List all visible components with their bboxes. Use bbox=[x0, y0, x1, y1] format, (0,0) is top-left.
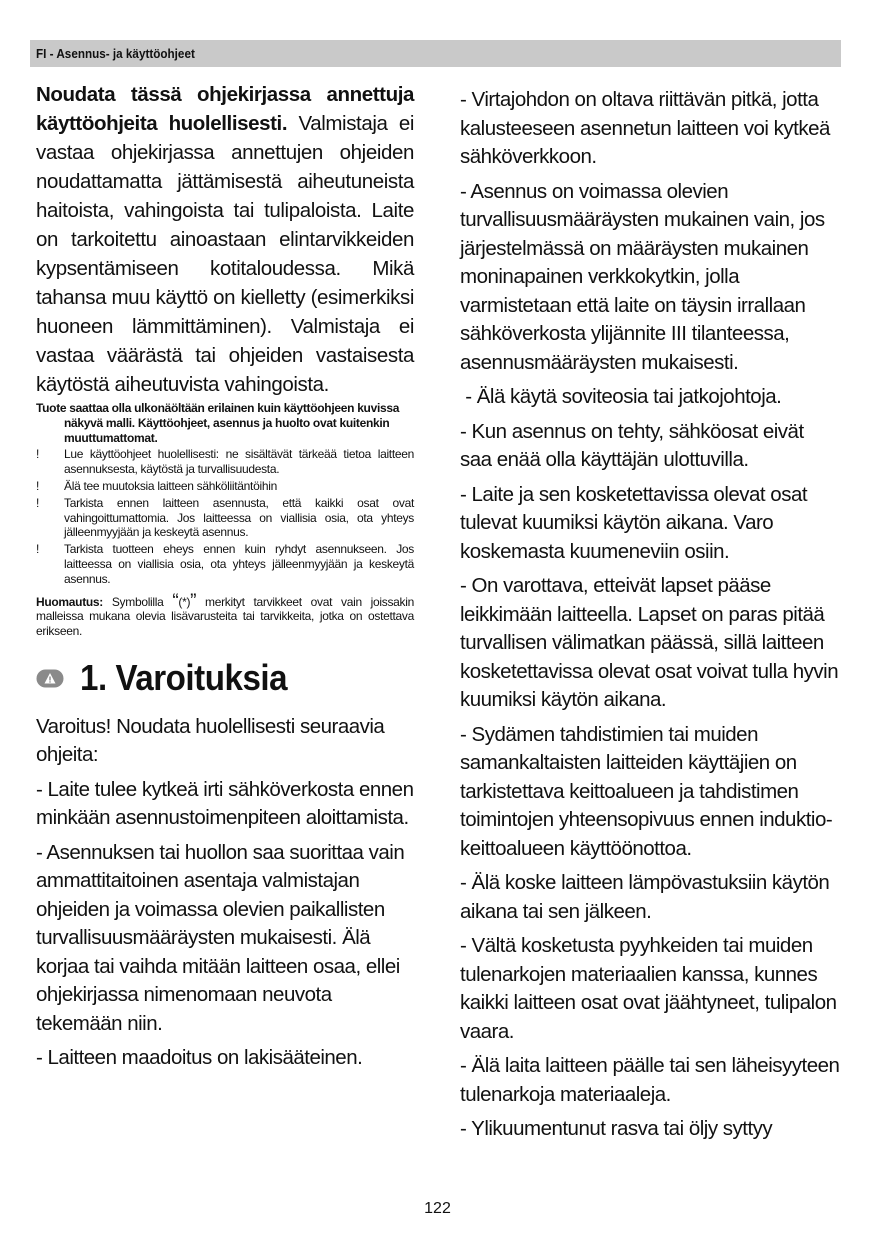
intro-paragraph bbox=[36, 80, 414, 399]
exclamation-mark: ! bbox=[36, 542, 40, 557]
bullet-item bbox=[36, 496, 414, 540]
left-paragraph: - Asennuksen tai huollon saa suorittaa vain ammattitaitoinen asentaja valmistajan ohjeiden ja voimassa olevien paikallisten turvallisuusmääräysten mukaisesti. Älä korjaa tai vaihda mitään laitteen osaa, ellei ohjekirjassa nimenomaan neuvota tekemään niin. bbox=[36, 840, 405, 1035]
exclamation-mark: ! bbox=[36, 478, 40, 493]
right-paragraph: - Älä käytä soviteosia tai jatkojohtoja. bbox=[460, 385, 782, 408]
bullet-item bbox=[36, 447, 414, 477]
right-column bbox=[460, 86, 840, 1150]
right-paragraph: - Ylikuumentunut rasva tai öljy syttyy bbox=[460, 1117, 773, 1140]
intro-bold: Noudata tässä ohjekirjassa annettuja käyttöohjeita huolellisesti. bbox=[36, 83, 414, 135]
exclamation-mark: ! bbox=[36, 447, 40, 462]
bullet-text: Älä tee muutoksia laitteen sähköliitäntöihin bbox=[64, 478, 277, 493]
warning-triangle-icon bbox=[36, 669, 64, 688]
huomautus-label: Huomautus: bbox=[36, 594, 103, 609]
right-paragraph: - Älä koske laitteen lämpövastuksiin käytön aikana tai sen jälkeen. bbox=[460, 871, 830, 923]
bullet-text: Tarkista tuotteen eheys ennen kuin ryhdyt asennukseen. Jos laitteessa on viallisia osia, ota yhteys jälleenmyyjään ja keskeytä asennus. bbox=[64, 542, 414, 586]
huomautus-pre: Symbolilla bbox=[103, 594, 173, 609]
left-paragraph: - Laitteen maadoitus on lakisääteinen. bbox=[36, 1046, 363, 1070]
quote-close: ” bbox=[190, 590, 197, 612]
left-paragraph: - Laite tulee kytkeä irti sähköverkosta ennen minkään asennustoimenpiteen aloittamista. bbox=[36, 777, 414, 830]
bullet-item bbox=[36, 542, 414, 586]
header-bar bbox=[30, 40, 841, 67]
right-paragraph: - Älä laita laitteen päälle tai sen läheisyyteen tulenarkoja materiaaleja. bbox=[460, 1054, 840, 1106]
page-number: 122 bbox=[424, 1200, 451, 1217]
right-paragraph: - Asennus on voimassa olevien turvallisuusmääräysten mukainen vain, jos järjestelmässä on määräysten mukainen moninapainen verkkokytkin, jolla varmistetaan että laite on täysin irrallaan sähköverkosta ylijännite III tilanteessa, asennusmääräysten mukaisesti. bbox=[460, 179, 825, 374]
bullet-text: Tarkista ennen laitteen asennusta, että kaikki osat ovat vahingoittumattomia. Jos laitteessa on viallisia osia, ota yhteys jälleenmyyjään ja keskeytä asennus. bbox=[64, 495, 414, 540]
right-paragraph: - Laite ja sen kosketettavissa olevat osat tulevat kuumiksi käytön aikana. Varo koskemasta kuumeneviin osiin. bbox=[460, 482, 808, 563]
right-paragraph: - On varottava, etteivät lapset pääse leikkimään laitteella. Lapset on paras pitää turvallisen välimatkan päässä, sillä laitteen kosketettavissa olevat osat voivat tulla hyvin kuumiksi käytön aikana. bbox=[460, 574, 839, 711]
header-title: FI - Asennus- ja käyttöohjeet bbox=[36, 46, 195, 61]
left-column bbox=[36, 80, 414, 1079]
left-paragraph: Varoitus! Noudata huolellisesti seuraavia ohjeita: bbox=[36, 714, 385, 767]
section-heading bbox=[36, 657, 414, 703]
right-paragraph: - Kun asennus on tehty, sähköosat eivät saa enää olla käyttäjän ulottuvilla. bbox=[460, 419, 804, 471]
symbol-marker: (*) bbox=[178, 594, 191, 609]
huomautus-post: merkityt tarvikkeet ovat vain joissakin malleissa mukana olevia lisävarusteita tai tarvikkeita, jotka on ostettava erikseen. bbox=[36, 594, 414, 639]
bullet-item bbox=[36, 479, 414, 494]
right-paragraph: - Virtajohdon on oltava riittävän pitkä, jotta kalusteeseen asennetun laitteen voi kytkeä sähköverkkoon. bbox=[460, 88, 830, 168]
quote-open: “ bbox=[172, 590, 179, 612]
bullet-text: Lue käyttöohjeet huolellisesti: ne sisältävät tärkeää tietoa laitteen asennuksesta, käytöstä ja turvallisuudesta. bbox=[64, 447, 414, 477]
exclamation-mark: ! bbox=[36, 495, 40, 510]
intro-text: Valmistaja ei vastaa ohjekirjassa annettujen ohjeiden noudattamatta jättämisestä aiheutuneista haitoista, vahingoista tai tulipaloista. Laite on tarkoitettu ainoastaan elintarvikkeiden kypsentämiseen kotitaloudessa. Mikä tahansa muu käyttö on kielletty (esimerkiksi huoneen lämmittäminen). Valmistaja ei vastaa väärästä tai ohjeiden vastaisesta käytöstä aiheutuvista vahingoista. bbox=[36, 112, 414, 396]
huomautus-note bbox=[36, 590, 414, 639]
notice-bold: Tuote saattaa olla ulkonäöltään erilainen kuin käyttöohjeen kuvissa näkyvä malli. Käyttöohjeet, asennus ja huolto ovat kuitenkin muuttumattomat. bbox=[36, 401, 400, 445]
right-paragraph: - Vältä kosketusta pyyhkeiden tai muiden tulenarkojen materiaalien kanssa, kunnes kaikki laitteen osat ovat jäähtyneet, tulipalon vaara. bbox=[460, 934, 837, 1043]
section-title: 1. Varoituksia bbox=[80, 656, 288, 698]
right-paragraph: - Sydämen tahdistimien tai muiden samankaltaisten laitteiden käyttäjien on tarkistettava keittoalueen ja tahdistimen toimintojen yhteensopivuus ennen induktio-keittoalueen käyttöönottoa. bbox=[460, 722, 833, 860]
